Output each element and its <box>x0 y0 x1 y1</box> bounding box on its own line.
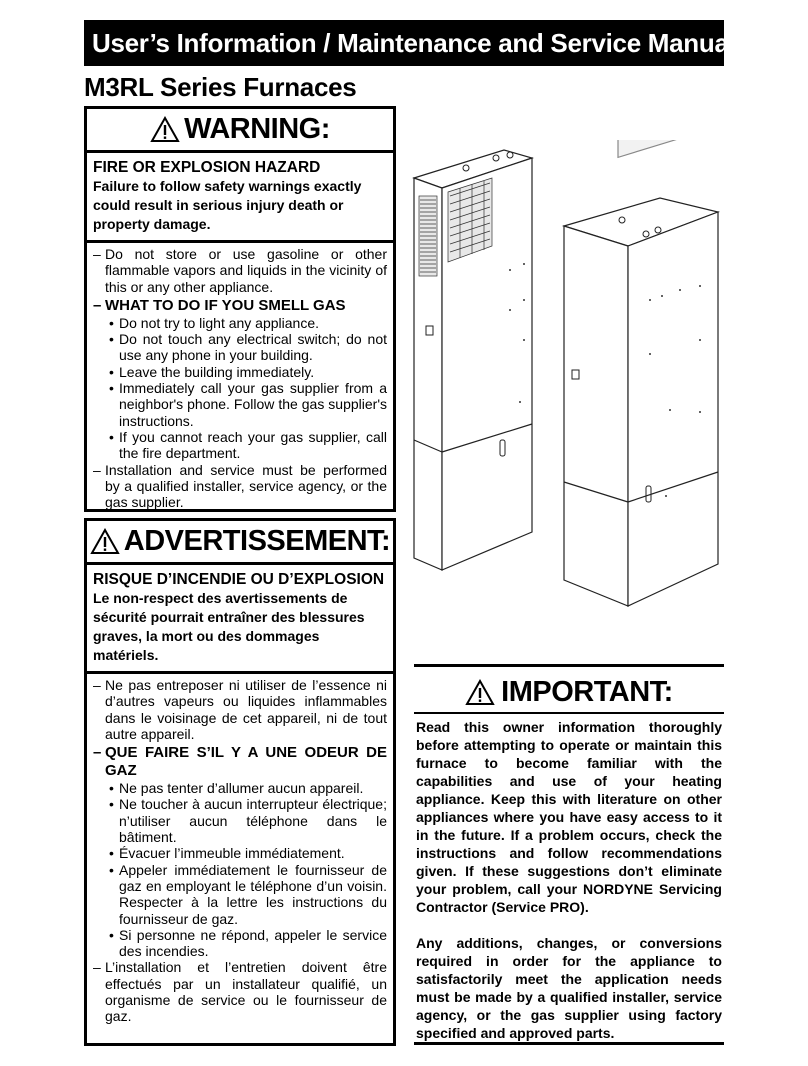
important-paragraph-1: Read this owner information thoroughly before attempting to operate or maintain this furnace to become familiar with the capabilities and use of your heating appliance. Keep this with literature on other appliances where you have easy access to it in the future. If a problem occurs, check the instructions and follow recommendations given. If these suggestions don’t eliminate your problem, call your NORDYNE Servicing Contractor (Service PRO). <box>416 719 722 915</box>
warning-list <box>87 674 393 1025</box>
hazard-title: FIRE OR EXPLOSION HAZARD <box>93 159 321 176</box>
list-item: • If you cannot reach your gas supplier, call the fire department. <box>109 428 387 462</box>
list-item: – Installation and service must be performed by a qualified installer, service agency, or the gas supplier. <box>93 461 387 511</box>
furnace-right-side <box>628 212 718 606</box>
warning-heading <box>87 109 393 153</box>
hazard-text: Le non-respect des avertissements de sécurité pourrait entraîner des blessures graves, la mort ou des dommages matériels. <box>93 590 365 663</box>
warning-list <box>87 243 393 510</box>
advertissement-heading <box>87 521 393 565</box>
list-item-text: Do not store or use gasoline or other flammable vapors and liquids in the vicinity of this or any other appliance. <box>105 246 387 295</box>
bullet-text: Appeler immédiatement le fournisseur de gaz en employant le téléphone d’un voisin. Respecter à la lettre les instructions du fournisseur de gaz. <box>119 861 387 927</box>
bullet-text: Ne toucher à aucun interrupteur électrique; n’utiliser aucun téléphone dans le bâtiment. <box>119 796 387 846</box>
list-item: • Évacuer l’immeuble immédiatement. <box>93 845 387 861</box>
list-item: • Ne toucher à aucun interrupteur électrique; n’utiliser aucun téléphone dans le bâtiment. <box>109 796 387 846</box>
list-item: • Appeler immédiatement le fournisseur de gaz en employant le téléphone d’un voisin. Respecter à la lettre les instructions du fournisseur de gaz. <box>109 861 387 927</box>
list-item: – L’installation et l’entretien doivent être effectués par un installateur qualifié, un organisme de service ou le fournisseur de gaz. <box>93 959 387 1025</box>
important-heading <box>414 672 724 712</box>
warning-triangle-icon <box>465 679 495 706</box>
bullet-text: Leave the building immediately. <box>119 363 315 380</box>
list-item: – QUE FAIRE S’IL Y A UNE ODEUR DE GAZ <box>93 744 387 780</box>
list-item: – WHAT TO DO IF YOU SMELL GAS <box>93 297 387 315</box>
list-item-text: Installation and service must be performed by a qualified installer, service agency, or the gas supplier. <box>105 461 387 511</box>
hazard-title: RISQUE D’INCENDIE OU D’EXPLOSION <box>93 571 385 588</box>
important-heading-text: IMPORTANT: <box>501 675 673 708</box>
bullet-text: Si personne ne répond, appeler le service des incendies. <box>119 926 387 960</box>
hazard-block <box>87 153 393 243</box>
important-top-rule <box>414 664 724 667</box>
warning-triangle-icon <box>90 528 120 555</box>
hazard-block <box>87 565 393 674</box>
important-paragraph-2: Any additions, changes, or conversions required in order for the appliance to satisfactorily meet the application needs must be made by a qualified installer, service agency, or the gas supplier using factory specified and approved parts. <box>416 935 722 1041</box>
list-item-text: Ne pas entreposer ni utiliser de l’essence ni d’autres vapeurs ou liquides inflammables dans le voisinage de cet appareil, ni de tout autre appareil. <box>105 677 387 742</box>
list-item: – Do not store or use gasoline or other flammable vapors and liquids in the vicinity of this or any other appliance. <box>93 246 387 295</box>
furnace-right-front <box>564 226 628 606</box>
list-item: • Do not try to light any appliance. <box>93 315 387 331</box>
bullet-text: Ne pas tenter d’allumer aucun appareil. <box>119 780 364 797</box>
smell-gas-heading: QUE FAIRE S’IL Y A UNE ODEUR DE GAZ <box>105 744 387 780</box>
warning-box-english <box>84 106 396 512</box>
warning-triangle-icon <box>150 116 180 143</box>
warning-box-french <box>84 518 396 1046</box>
list-item: • Leave the building immediately. <box>93 364 387 380</box>
list-item: • Si personne ne répond, appeler le service des incendies. <box>109 926 387 960</box>
list-item: • Ne pas tenter d’allumer aucun appareil. <box>93 780 387 796</box>
bullet-text: Do not touch any electrical switch; do not use any phone in your building. <box>119 331 387 364</box>
bullet-text: Do not try to light any appliance. <box>119 314 320 331</box>
important-heading-rule <box>414 712 724 714</box>
series-subtitle: M3RL Series Furnaces <box>84 72 357 102</box>
hazard-text: Failure to follow safety warnings exactly could result in serious injury death or property damage. <box>93 178 362 232</box>
important-body <box>416 718 722 1042</box>
furnace-illustration <box>400 140 730 610</box>
important-bottom-rule <box>414 1042 724 1045</box>
list-item: • Do not touch any electrical switch; do not use any phone in your building. <box>109 331 387 364</box>
advertissement-heading-text: ADVERTISSEMENT: <box>123 525 391 557</box>
list-item-text: L’installation et l’entretien doivent être effectués par un installateur qualifié, un organisme de service ou le fournisseur de gaz. <box>105 959 387 1025</box>
smell-gas-heading: WHAT TO DO IF YOU SMELL GAS <box>105 296 346 314</box>
bullet-text: Évacuer l’immeuble immédiatement. <box>119 845 345 862</box>
list-item: • Immediately call your gas supplier from a neighbor's phone. Follow the gas supplier's instructions. <box>109 380 387 429</box>
bullet-text: Immediately call your gas supplier from a neighbor's phone. Follow the gas supplier's instructions. <box>119 380 387 429</box>
bullet-text: If you cannot reach your gas supplier, call the fire department. <box>119 428 387 462</box>
list-item: – Ne pas entreposer ni utiliser de l’essence ni d’autres vapeurs ou liquides inflammables dans le voisinage de cet appareil, ni de tout autre appareil. <box>93 677 387 742</box>
warning-heading-text: WARNING: <box>184 113 330 145</box>
manual-title: User’s Information / Maintenance and Service Manual <box>84 20 724 66</box>
